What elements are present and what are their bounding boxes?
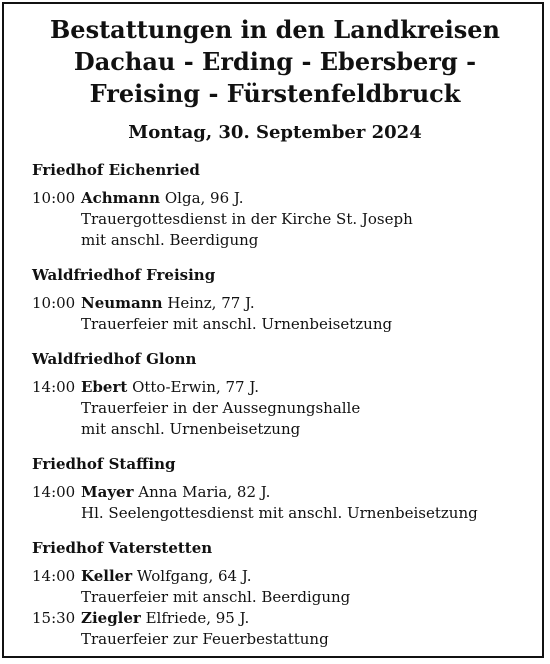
cemetery-name: Friedhof Vaterstetten [32, 539, 213, 557]
cemetery-sections [32, 159, 537, 663]
burial-time: 14:00 [32, 378, 76, 396]
burial-time: 14:00 [32, 483, 76, 501]
burial-time: 14:00 [32, 567, 76, 585]
cemetery-section [32, 348, 537, 440]
burial-entry-head [32, 566, 537, 587]
cemetery-section [32, 537, 537, 650]
ceremony-detail: Trauerfeier mit anschl. Beerdigung [81, 588, 351, 606]
burial-entry-head [32, 293, 537, 314]
burial-entry-head [32, 188, 537, 209]
ceremony-detail: Trauerfeier zur Feuerbestattung [81, 630, 329, 648]
cemetery-name: Friedhof Staffing [32, 455, 176, 473]
deceased-surname: Ziegler [81, 609, 141, 627]
notice-title [0, 14, 550, 110]
title-line: Bestattungen in den Landkreisen [50, 15, 500, 44]
ceremony-detail: Trauergottesdienst in der Kirche St. Joseph [81, 210, 413, 228]
deceased-surname: Neumann [81, 294, 163, 312]
cemetery-section [32, 264, 537, 335]
burial-entry [32, 377, 537, 440]
ceremony-detail: mit anschl. Beerdigung [81, 231, 259, 249]
deceased-name-age: Heinz, 77 J. [167, 294, 255, 312]
cemetery-name: Waldfriedhof Freising [32, 266, 216, 284]
burial-list [32, 188, 537, 251]
burial-list [32, 566, 537, 650]
title-line: Dachau - Erding - Ebersberg - [73, 47, 477, 76]
cemetery-name: Waldfriedhof Glonn [32, 350, 197, 368]
deceased-surname: Keller [81, 567, 133, 585]
ceremony-detail: Trauerfeier in der Aussegnungshalle [81, 399, 361, 417]
ceremony-detail: Hl. Seelengottesdienst mit anschl. Urnenbeisetzung [81, 504, 478, 522]
burial-entry [32, 566, 537, 608]
burial-entry [32, 608, 537, 650]
ceremony-detail: Trauerfeier mit anschl. Urnenbeisetzung [81, 315, 393, 333]
ceremony-detail: mit anschl. Urnenbeisetzung [81, 420, 301, 438]
cemetery-section [32, 453, 537, 524]
title-line: Freising - Fürstenfeldbruck [89, 79, 461, 108]
burial-entry-head [32, 377, 537, 398]
burial-entry [32, 188, 537, 251]
deceased-surname: Mayer [81, 483, 134, 501]
cemetery-name: Friedhof Eichenried [32, 161, 200, 179]
deceased-name-age: Wolfgang, 64 J. [136, 567, 252, 585]
burial-time: 10:00 [32, 189, 76, 207]
deceased-name-age: Olga, 96 J. [164, 189, 244, 207]
burial-list [32, 293, 537, 335]
deceased-name-age: Anna Maria, 82 J. [138, 483, 271, 501]
burial-list [32, 482, 537, 524]
burial-entry [32, 293, 537, 335]
deceased-surname: Ebert [81, 378, 128, 396]
deceased-name-age: Elfriede, 95 J. [145, 609, 250, 627]
burial-list [32, 377, 537, 440]
burial-time: 10:00 [32, 294, 76, 312]
burial-entry-head [32, 482, 537, 503]
burial-entry-head [32, 608, 537, 629]
deceased-name-age: Otto-Erwin, 77 J. [132, 378, 259, 396]
cemetery-section [32, 159, 537, 251]
notice-date: Montag, 30. September 2024 [128, 122, 422, 143]
deceased-surname: Achmann [81, 189, 161, 207]
burial-entry [32, 482, 537, 524]
burial-time: 15:30 [32, 609, 76, 627]
